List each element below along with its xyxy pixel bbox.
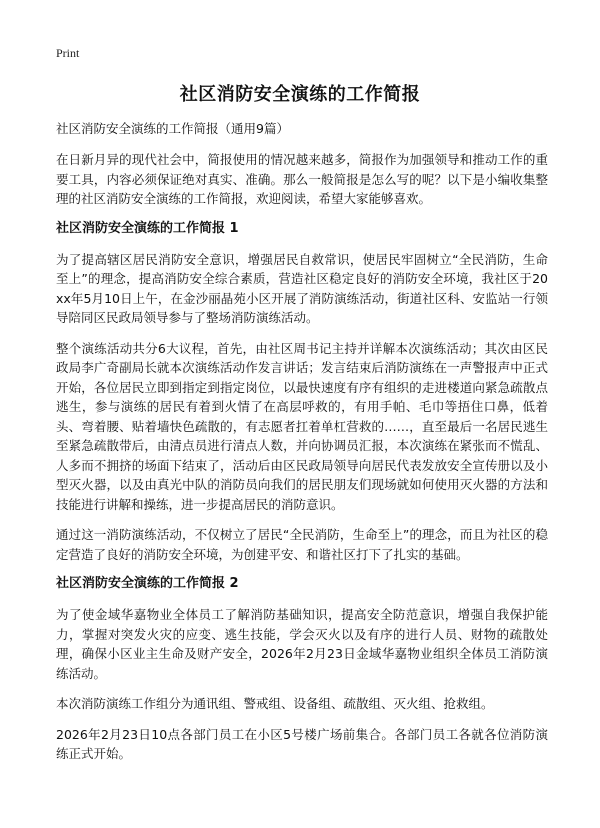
- section-heading: 社区消防安全演练的工作简报 2: [56, 576, 239, 591]
- section-paragraph: 整个演练活动共分6大议程，首先，由社区周书记主持并详解本次演练活动；其次由区民政局李广奇副局长就本次演练活动作发言讲话；发言结束后消防演练在一声警报声中正式开始，各位居民立即到指定到指定岗位，以最快速度有序有组织的走进楼道向紧急疏散点逃生，参与演练的居民有着到火情了在高层呼救的，有用手帕、毛巾等捂住口鼻，低着头、弯着腰、贴着墙快色疏散的，有志愿者扛着单杠营救的……，直至最后一名居民逃生至紧急疏散带后，由清点员进行清点人数，并向协调员汇报，本次演练在紧张而不慌乱、人多而不拥挤的场面下结束了，活动后由区民政局领导向居民代表发放安全宣传册以及小型灭火器，以及由真光中队的消防员向我们的居民朋友们现场就如何使用灭火器的方法和技能进行讲解和操练，进一步提高居民的消防意识。: [56, 340, 548, 512]
- print-label[interactable]: Print: [56, 46, 80, 60]
- document-subtitle: 社区消防安全演练的工作简报（通用9篇）: [56, 121, 289, 136]
- section-paragraph: 本次消防演练工作组分为通讯组、警戒组、设备组、疏散组、灭火组、抢救组。: [56, 696, 494, 711]
- intro-paragraph: 在日新月异的现代社会中，简报使用的情况越来越多，简报作为加强领导和推动工作的重要工具，内容必须保证绝对真实、准确。那么一般简报是怎么写的呢？以下是小编收集整理的社区消防安全演练的工作简报，欢迎阅读，希望大家能够喜欢。: [56, 152, 548, 206]
- section-paragraph: 2026年2月23日10点各部门员工在小区5号楼广场前集合。各部门员工各就各位消防演练正式开始。: [56, 726, 548, 761]
- section-paragraph: 通过这一消防演练活动，不仅树立了居民“全民消防，生命至上”的理念，而且为社区的稳定营造了良好的消防安全环境，为创建平安、和谐社区打下了扎实的基础。: [56, 527, 548, 562]
- page-title: 社区消防安全演练的工作简报: [179, 84, 421, 105]
- section-paragraph: 为了使金域华嘉物业全体员工了解消防基础知识，提高安全防范意识，增强自我保护能力，掌握对突发火灾的应变、逃生技能，学会灭火以及有序的进行人员、财物的疏散处理，确保小区业主生命及财产安全，2026年2月23日金域华嘉物业组织全体员工消防演练活动。: [56, 607, 548, 681]
- section-paragraph: 为了提高辖区居民消防安全意识，增强居民自救常识，使居民牢固树立“全民消防，生命至上”的理念，提高消防安全综合素质，营造社区稳定良好的消防安全环境，我社区于20xx年5月10日上午，在金沙丽晶苑小区开展了消防演练活动，街道社区科、安监站一行领导陪同区民政局领导参与了整场消防演练活动。: [56, 251, 548, 325]
- section-heading: 社区消防安全演练的工作简报 1: [56, 220, 239, 236]
- document-body: [56, 120, 548, 775]
